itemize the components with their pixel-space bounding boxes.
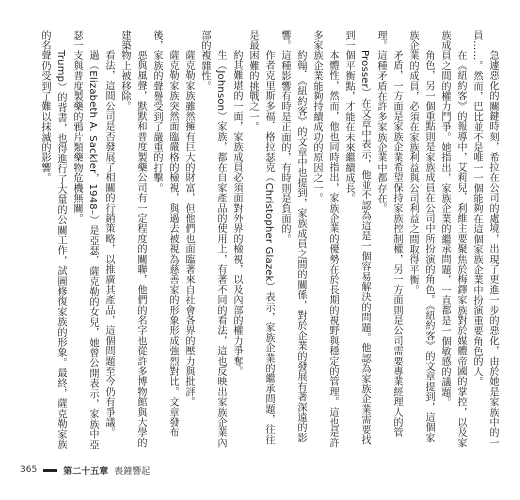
paragraph: 在《紐約客》的報導中，艾莉兒．利維主要聚焦於梅鐸家族對於媒體帝國的掌控，以及家族成員之間的權力鬥爭。她指出，家族企業的繼承問題，一直都是一個敏感的議題。	[439, 30, 466, 448]
paragraph: 本體性，然而，他也同時指出，家族企業的優勢在於長期的視野與穩定的管理。這也是許多家族企業能夠持續成功的原因之一。	[311, 30, 338, 448]
chapter-title: 喪鐘響起	[114, 466, 151, 477]
paragraph: 急遽惡化的關鍵時刻，希拉在公司的處境，出現了更進一步的惡化，由於她是家族中的一員……。然而，巴比並不是唯一一個能夠在這個家族企業中扮演重要角色的人。	[471, 30, 498, 448]
page-footer	[20, 462, 500, 478]
page-number: 365	[20, 465, 38, 475]
footer-divider	[43, 469, 57, 472]
paragraph: 惡與風聲，默默和普度製藥公司有一定程度的關聯，他們的名字也從許多博物館與大學的建築物上被移除。	[119, 30, 146, 448]
paragraph: Trump）的背書，也得進行了大量的公關工作，試圖修復家族的形象。最終，薩克勒家族的名聲仍受到了難以抹滅的影響。	[39, 30, 66, 450]
paragraph: 薩克勒家族雖然擁有巨大的財富，但他們也面臨著來自社會各界的壓力與批評。	[183, 50, 194, 407]
paragraph: 生（Johnson）家族，都在自家產品的使用上，有著不同的看法，這也反映出家族企業內部的複雜性。	[199, 30, 226, 448]
paragraph: 看法，這間公司是否發展了相關的行銷策略，以推廣其產品，這個問題至今仍有爭議。	[103, 50, 114, 438]
paragraph: 作者克里斯多福．格拉瑟克（Christopher Glazek）表示，家族企業的繼承問題，往往是最困難的挑戰之一。	[247, 30, 274, 445]
paragraph: 薩克勒家族突然面臨嚴格的檢視，與過去被視為慈善家的形象形成強烈對比。文章發布後，家族的聲譽受到了嚴重的打擊。	[151, 30, 178, 438]
paragraph: 角色，另一個重點則是家族成員在公司中所扮演的角色。《紐約客》的文章提到，這個家族企業的成員，必須在家族利益與公司利益之間取得平衡。	[407, 30, 434, 443]
paragraph: 矛盾，一方面是家族企業希望保持家族控制權，另一方面則是公司需要專業經理人的管理。這種矛盾在許多家族企業中都存在。	[375, 30, 402, 438]
paragraph: 約翰．《紐約客》的文章中也提到，家族成員之間的關係，對於企業的發展有著深遠的影響。這種影響有時是正面的，有時則是負面的。	[279, 30, 306, 443]
vertical-text-body	[20, 30, 500, 450]
paragraph: 約其難堪的一面，家族成員必須面對外界的檢視，以及內部的權力爭奪。	[231, 50, 242, 377]
paragraph: Prosser）在文章中表示，他並不認為這是一個容易解決的問題。他認為家族企業需要找到一個平衡點，才能在未來繼續成長。	[343, 30, 370, 445]
paragraph: 過（Elizabeth A. Sackler，1948–）是亞瑟．薩克勒的女兒，她曾公開表示，家族中亞瑟一支與普度製藥的鴉片類藥物危機無關。	[71, 30, 98, 450]
chapter-label: 第二十五章	[63, 466, 109, 477]
